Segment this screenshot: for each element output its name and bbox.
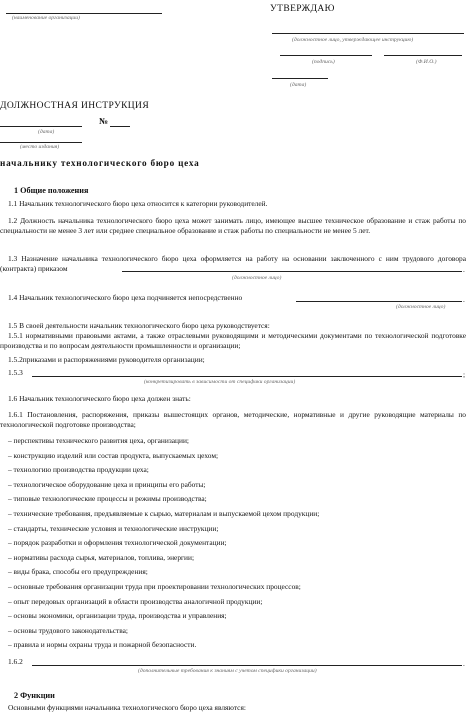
document-title: начальнику технологического бюро цеха [0, 158, 200, 168]
doc-number-line [110, 126, 130, 127]
para-1-6-1: 1.6.1 Постановления, распоряжения, приказы вышестоящих органов, методические, нормативные и другие руководящие материалы по технологической подготовке производства; [0, 410, 466, 429]
signature-line [280, 55, 372, 56]
para-1-5-3-end-dot: ; [463, 370, 466, 379]
para-1-4-end-dot: . [463, 295, 465, 304]
fio-line [384, 55, 462, 56]
knowledge-item: – стандарты, технические условия и технологические инструкции; [8, 523, 219, 533]
knowledge-item: – технологию производства продукции цеха; [8, 465, 149, 475]
para-1-4-fill-line [296, 301, 462, 302]
para-1-6-2: 1.6.2 [8, 657, 23, 666]
knowledge-item: – опыт передовых организаций в области производства аналогичной продукции; [8, 596, 263, 606]
signature-hint: (подпись) [312, 59, 335, 65]
para-1-1: 1.1 Начальник технологического бюро цеха относится к категории руководителей. [8, 199, 268, 208]
para-1-3: 1.3 Назначение начальника технологического бюро цеха оформляется на работу на основании заключенного с ним трудового договора (контракта) приказом [0, 254, 466, 273]
para-1-6-2-hint: (дополнительные требования к знаниям с учетом специфики организации) [138, 668, 317, 674]
knowledge-item: – типовые технологические процессы и режимы производства; [8, 494, 207, 504]
para-1-5-3-hint: (конкретизировать в зависимости от специфики организации) [144, 379, 296, 385]
knowledge-item: – нормативы расхода сырья, материалов, топлива, энергии; [8, 552, 195, 562]
knowledge-item: – виды брака, способы его предупреждения; [8, 567, 148, 577]
para-1-3-hint: (должностное лицо) [232, 275, 282, 281]
place-hint: (место издания) [20, 144, 60, 150]
knowledge-item: – правила и нормы охраны труда и пожарной безопасности. [8, 640, 197, 650]
para-1-5-1: 1.5.1 нормативными правовыми актами, а также отраслевыми руководящими и методическими документами по технологической подготовке производства и по вопросам деятельности промышленности и организации; [0, 331, 466, 350]
knowledge-item: – технические требования, предъявляемые к сырью, материалам и выпускаемой цехом продукции; [8, 509, 320, 518]
approve-date-hint: (дата) [290, 82, 307, 88]
section-2-heading: 2 Функции [14, 691, 55, 700]
approver-position-hint: (должностное лицо, утверждающее инструкцию) [292, 37, 414, 43]
document-kind: ДОЛЖНОСТНАЯ ИНСТРУКЦИЯ [0, 101, 150, 111]
para-1-5-2: 1.5.2приказами и распоряжениями руководителя организации; [8, 355, 205, 364]
approve-label: УТВЕРЖДАЮ [270, 4, 335, 14]
place-line [0, 142, 82, 143]
knowledge-item: – конструкцию изделий или состав продукта, выпускаемых цехом; [8, 450, 219, 460]
para-1-5-3: 1.5.3 [8, 368, 23, 377]
para-1-6-2-fill-line [32, 665, 462, 666]
para-1-6: 1.6 Начальник технологического бюро цеха должен знать: [8, 394, 191, 403]
para-1-3-end-dot: . [463, 265, 465, 274]
para-1-5-3-fill-line [32, 376, 462, 377]
section-1-heading: 1 Общие положения [14, 186, 89, 195]
knowledge-item: – перспективы технического развития цеха, организации; [8, 436, 189, 445]
knowledge-item: – технологическое оборудование цеха и принципы его работы; [8, 479, 206, 489]
knowledge-item: – основы экономики, организации труда, производства и управления; [8, 611, 227, 621]
para-1-4: 1.4 Начальник технологического бюро цеха подчиняется непосредственно [8, 293, 243, 302]
section-2-intro: Основными функциями начальника технологического бюро цеха являются: [8, 703, 246, 712]
para-1-6-2-end-dot: . [463, 659, 465, 668]
knowledge-item: – основные требования организации труда при проектировании технологических процессов; [8, 582, 301, 591]
doc-date-line [0, 126, 82, 127]
fio-hint: (Ф.И.О.) [416, 59, 437, 65]
knowledge-item: – порядок разработки и оформления технологической документации; [8, 538, 227, 548]
org-name-line [6, 13, 162, 14]
knowledge-item: – основы трудового законодательства; [8, 625, 128, 635]
org-name-hint: (наименование организации) [12, 15, 80, 21]
approve-date-line [272, 78, 328, 79]
approver-position-line [272, 33, 464, 34]
para-1-5: 1.5 В своей деятельности начальник технологического бюро цеха руководствуется: [8, 321, 270, 330]
doc-number-sign: № [99, 116, 109, 126]
para-1-3-fill-line [122, 271, 462, 272]
doc-date-hint: (дата) [38, 129, 55, 135]
para-1-2: 1.2 Должность начальника технологического бюро цеха может занимать лицо, имеющее высшее техническое образование и стаж работы по специальности не менее 3 лет или среднее специальное образование и стаж работы по специальности не менее 5 лет. [0, 216, 466, 235]
para-1-4-hint: (должностное лицо) [396, 304, 446, 310]
